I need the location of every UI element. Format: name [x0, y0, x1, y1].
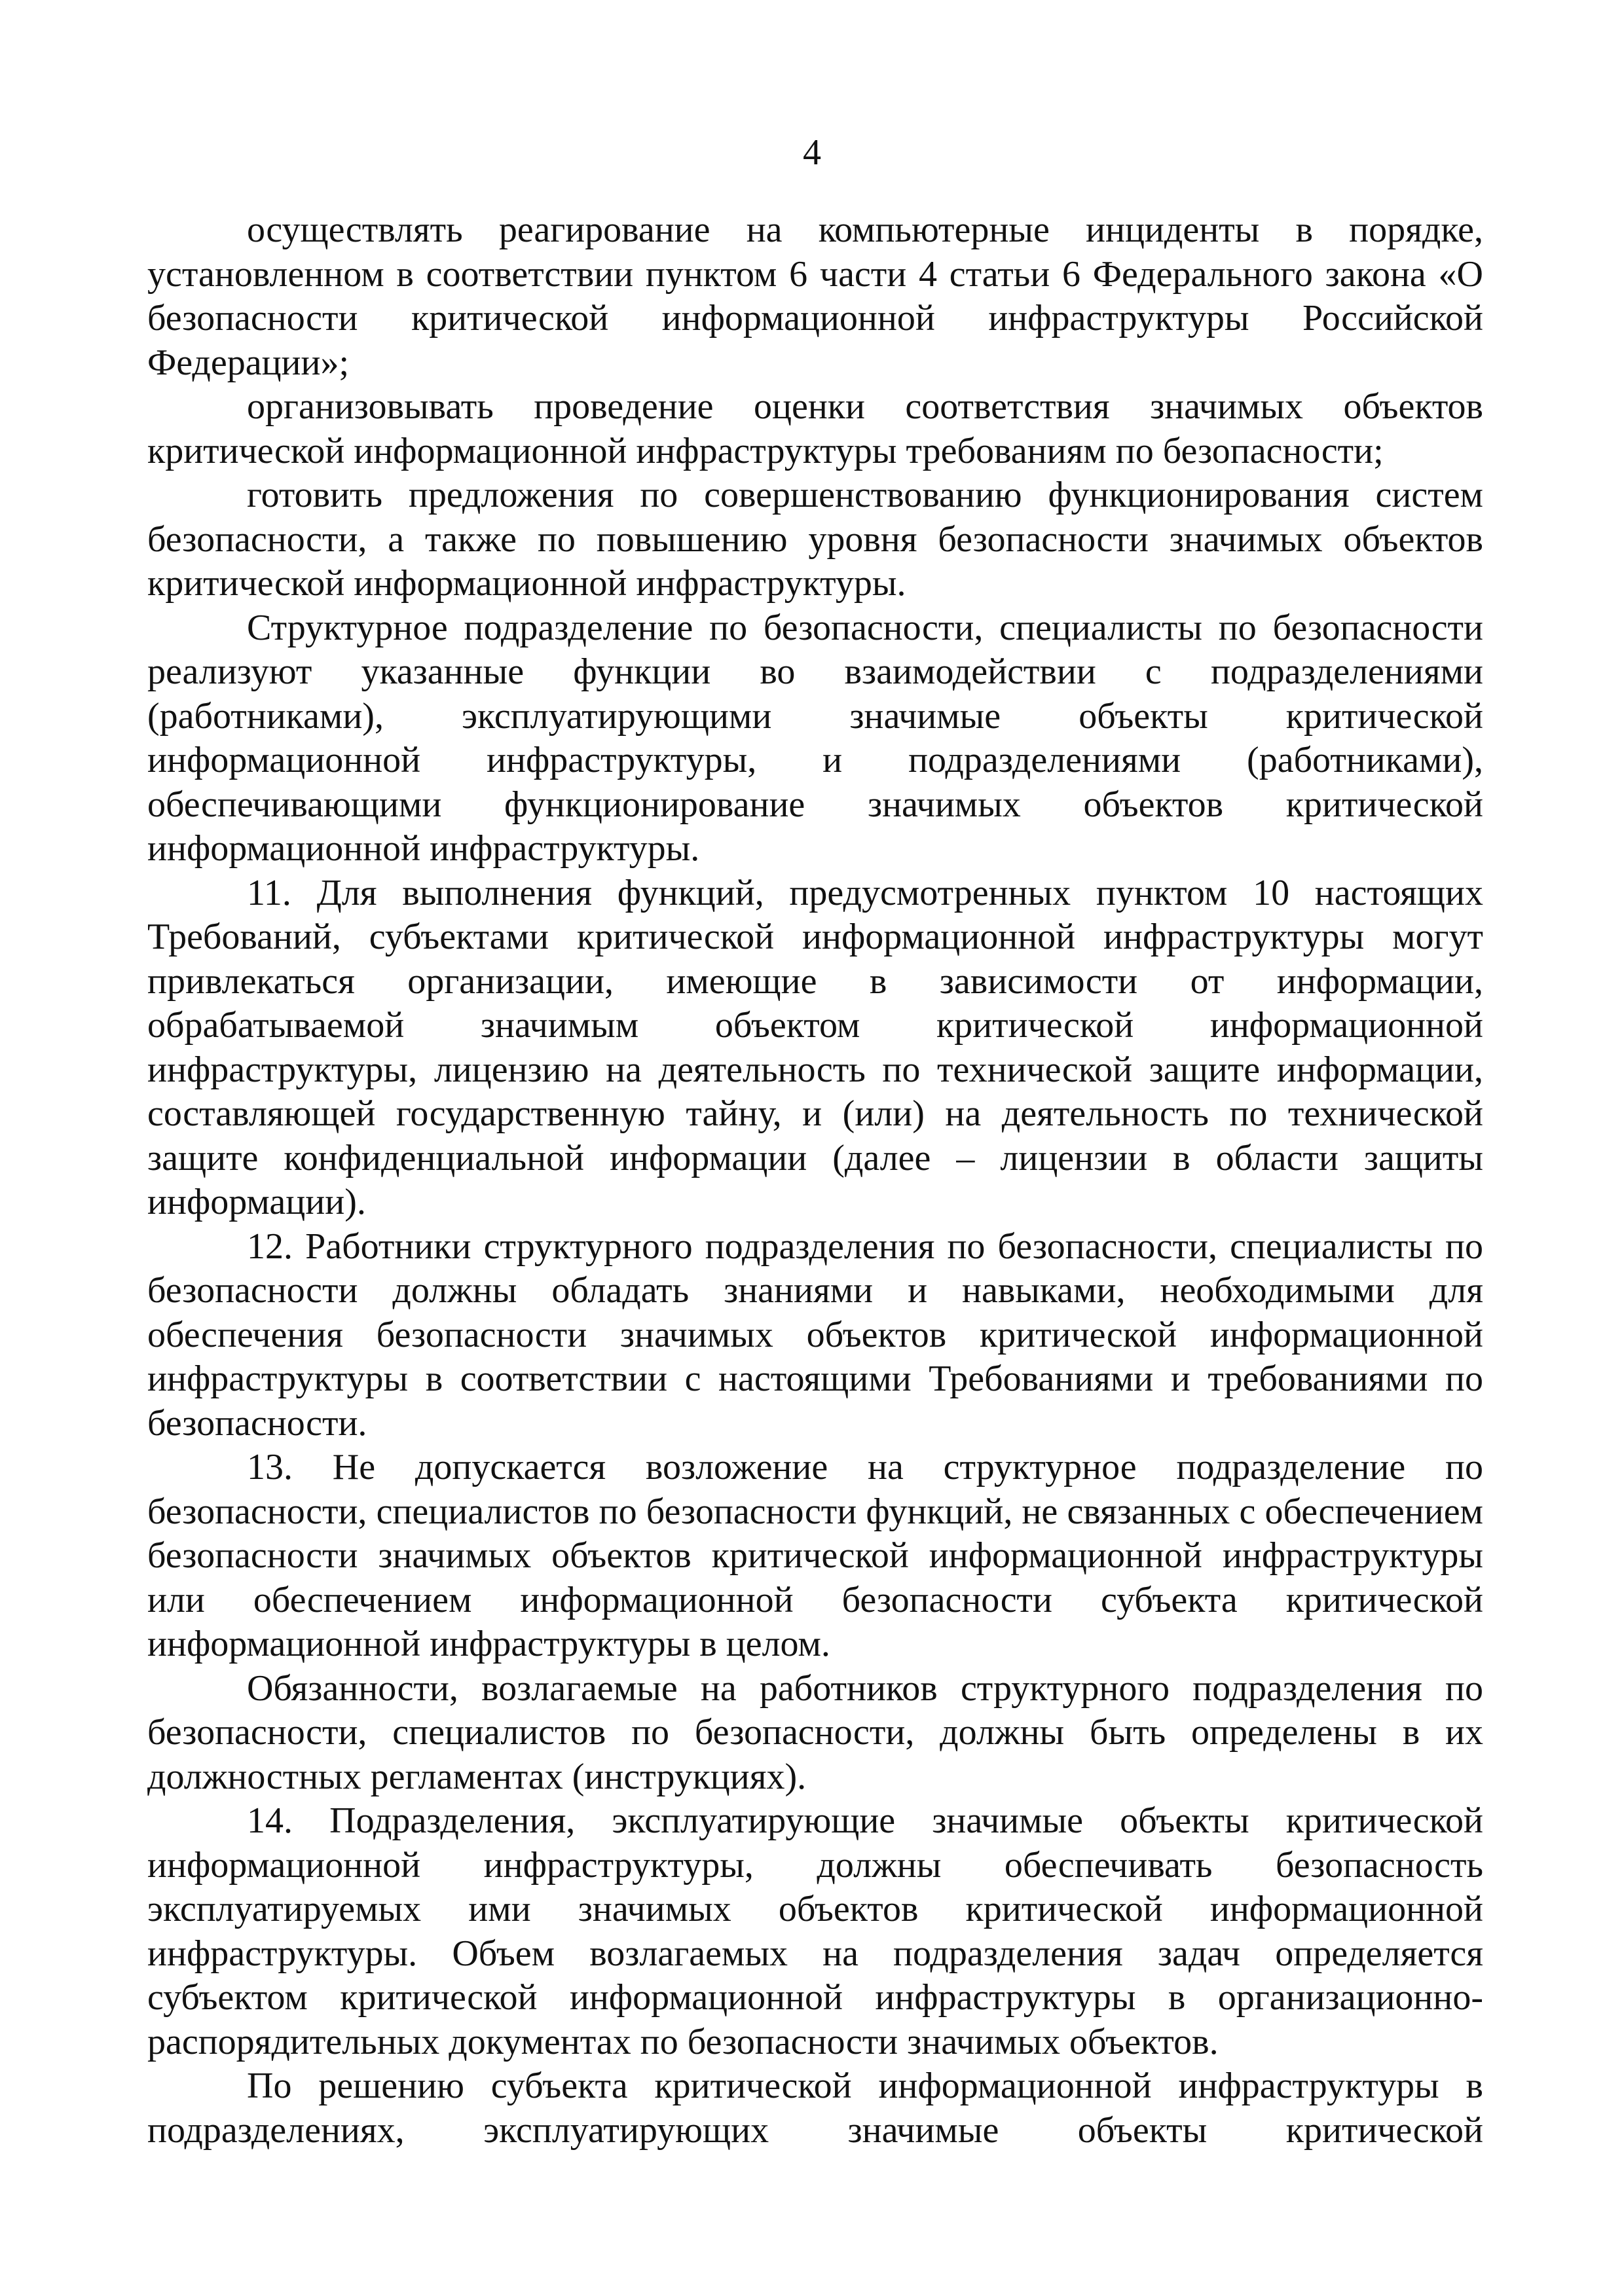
page-number: 4 — [803, 132, 821, 173]
paragraph-item-13: 13. Не допускается возложение на структурное подразделение по безопасности, специалистов по безопасности функций, не связанных с обеспечением безопасности значимых объектов критической информационной инфраструктуры или обеспечением информационной безопасности субъекта критической информационной инфраструктуры в целом. — [147, 1447, 1483, 1664]
paragraph-item-14: 14. Подразделения, эксплуатирующие значимые объекты критической информационной инфраструктуры, должны обеспечивать безопасность эксплуатируемых ими значимых объектов критической информационной инфраструктуры. Объем возлагаемых на подразделения задач определяется субъектом критической информационной инфраструктуры в организационно-распорядительных документах по безопасности значимых объектов. — [147, 1800, 1483, 2062]
paragraph-item-12: 12. Работники структурного подразделения по безопасности, специалисты по безопасности должны обладать знаниями и навыками, необходимыми для обеспечения безопасности значимых объектов критической информационной инфраструктуры в соответствии с настоящими Требованиями и требованиями по безопасности. — [147, 1226, 1483, 1444]
paragraph-conformity-assessment: организовывать проведение оценки соответствия значимых объектов критической информационной инфраструктуры требованиям по безопасности; — [147, 386, 1483, 471]
paragraph-improvement-proposals: готовить предложения по совершенствованию функционирования систем безопасности, а также по повышению уровня безопасности значимых объектов критической информационной инфраструктуры. — [147, 475, 1483, 604]
paragraph-interaction: Структурное подразделение по безопасности, специалисты по безопасности реализуют указанные функции во взаимодействии с подразделениями (работниками), эксплуатирующими значимые объекты критической информационной инфраструктуры, и подразделениями (работниками), обеспечивающими функционирование значимых объектов критической информационной инфраструктуры. — [147, 607, 1483, 869]
paragraph-incident-response: осуществлять реагирование на компьютерные инциденты в порядке, установленном в соответствии пунктом 6 части 4 статьи 6 Федерального закона «О безопасности критической информационной инфраструктуры Российской Федерации»; — [147, 210, 1483, 383]
paragraph-duties: Обязанности, возлагаемые на работников структурного подразделения по безопасности, специалистов по безопасности, должны быть определены в их должностных регламентах (инструкциях). — [147, 1667, 1483, 1797]
paragraph-subject-decision: По решению субъекта критической информационной инфраструктуры в подразделениях, эксплуатирующих значимые объекты критической — [147, 2066, 1483, 2151]
paragraph-item-11: 11. Для выполнения функций, предусмотренных пунктом 10 настоящих Требований, субъектами критической информационной инфраструктуры могут привлекаться организации, имеющие в зависимости от информации, обрабатываемой значимым объектом критической информационной инфраструктуры, лицензию на деятельность по технической защите информации, составляющей государственную тайну, и (или) на деятельность по технической защите конфиденциальной информации (далее – лицензии в области защиты информации). — [147, 872, 1483, 1222]
document-body — [147, 208, 1483, 2153]
